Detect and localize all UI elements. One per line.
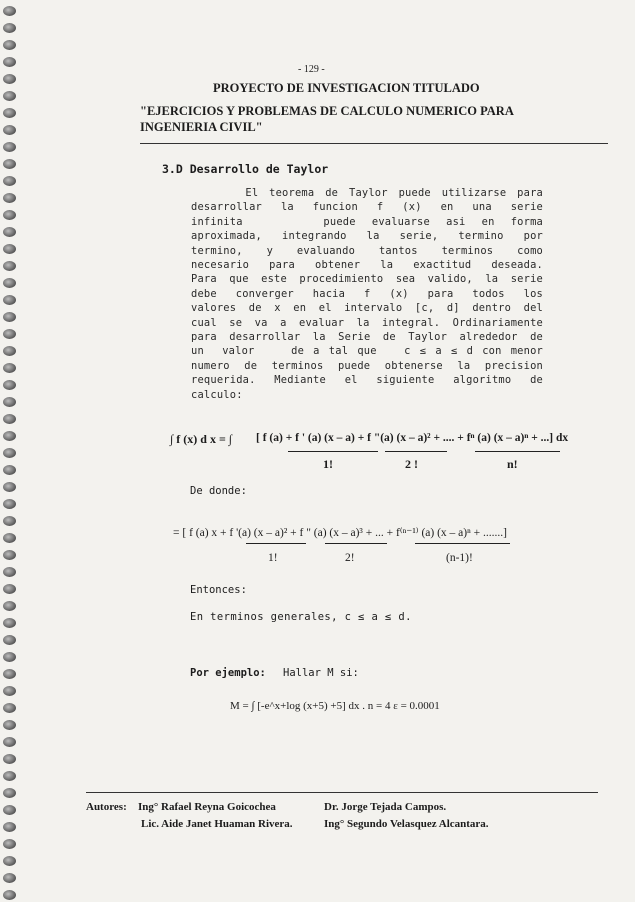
binder-hole (3, 159, 16, 169)
binder-hole (3, 74, 16, 84)
authors-label: Autores: (86, 801, 127, 813)
formula-integrated-series: = [ f (a) x + f '(a) (x – a)² + f " (a) (x – a)³ + ... + f⁽ⁿ⁻¹⁾ (a) (x – a)ⁿ + .......] (173, 527, 507, 539)
binder-hole (3, 397, 16, 407)
de-donde-label: De donde: (190, 485, 247, 497)
denominator: 1! (323, 457, 333, 471)
binder-hole (3, 40, 16, 50)
denominator: 2! (345, 552, 355, 564)
paragraph-line: cual se va a evaluar la integral. Ordinariamente (191, 316, 543, 329)
example-formula: M = ∫ [-e^x+log (x+5) +5] dx . n = 4 ε = 0.0001 (230, 700, 440, 712)
binder-hole (3, 533, 16, 543)
binder-hole (3, 261, 16, 271)
binder-hole (3, 346, 16, 356)
binder-hole (3, 720, 16, 730)
paragraph-line: termino, y evaluando tantos terminos como (191, 244, 543, 257)
binder-hole (3, 91, 16, 101)
paragraph-line: El teorema de Taylor puede utilizarse para (191, 187, 543, 199)
binder-hole (3, 856, 16, 866)
fraction-bar (475, 451, 560, 452)
binder-hole (3, 414, 16, 424)
author-name: Ing° Segundo Velasquez Alcantara. (324, 818, 489, 830)
binder-hole (3, 23, 16, 33)
binder-hole (3, 363, 16, 373)
paragraph-line: aproximada, integrando la serie, termino por (191, 230, 543, 243)
paragraph-line: requerida. Mediante el siguiente algoritmo de (191, 374, 543, 387)
binder-hole (3, 601, 16, 611)
binder-hole (3, 890, 16, 900)
binder-hole (3, 448, 16, 458)
binder-hole (3, 652, 16, 662)
binder-hole (3, 550, 16, 560)
paragraph-line: para desarrollar la Serie de Taylor alrededor de (191, 331, 543, 344)
example-text: Hallar M si: (283, 667, 359, 679)
fraction-bar (325, 543, 387, 544)
denominator: 2 ! (405, 457, 418, 471)
section-paragraph (191, 186, 543, 402)
binder-hole (3, 465, 16, 475)
binder-hole (3, 108, 16, 118)
header-divider (140, 143, 608, 144)
binder-holes (0, 0, 22, 902)
binder-hole (3, 822, 16, 832)
paragraph-line: calculo: (191, 388, 243, 401)
binder-hole (3, 737, 16, 747)
fraction-bar (288, 451, 378, 452)
binder-hole (3, 431, 16, 441)
binder-hole (3, 499, 16, 509)
general-terms-text: En terminos generales, c ≤ a ≤ d. (190, 611, 412, 623)
binder-hole (3, 482, 16, 492)
paragraph-line: necesario para obtener la exactitud deseada. (191, 259, 543, 272)
binder-hole (3, 839, 16, 849)
binder-hole (3, 210, 16, 220)
footer-divider (86, 792, 598, 793)
example-label: Por ejemplo: (190, 667, 266, 679)
denominator: n! (507, 457, 518, 471)
author-name: Lic. Aide Janet Huaman Rivera. (141, 818, 293, 830)
binder-hole (3, 669, 16, 679)
paragraph-line: debe converger hacia f (x) para todos los (191, 287, 543, 300)
paragraph-line: Para que este procedimiento sea valido, la serie (191, 273, 543, 286)
binder-hole (3, 227, 16, 237)
paragraph-line: numero de terminos puede obtenerse la precision (191, 359, 543, 372)
binder-hole (3, 244, 16, 254)
section-heading: 3.D Desarrollo de Taylor (162, 162, 329, 176)
formula-taylor-series: [ f (a) + f ' (a) (x – a) + f "(a) (x – a)² + .... + fⁿ (a) (x – a)ⁿ + ...] dx (256, 432, 569, 444)
binder-hole (3, 278, 16, 288)
binder-hole (3, 380, 16, 390)
binder-hole (3, 329, 16, 339)
page-number: - 129 - (298, 64, 325, 75)
formula-integral-lhs: ∫ f (x) d x = ∫ (170, 432, 233, 446)
binder-hole (3, 788, 16, 798)
binder-hole (3, 57, 16, 67)
binder-hole (3, 686, 16, 696)
binder-hole (3, 142, 16, 152)
binder-hole (3, 312, 16, 322)
fraction-bar (246, 543, 306, 544)
binder-hole (3, 193, 16, 203)
binder-hole (3, 703, 16, 713)
binder-hole (3, 873, 16, 883)
paragraph-line: valores de x en el intervalo [c, d] dentro del (191, 302, 543, 315)
binder-hole (3, 771, 16, 781)
subtitle-line-1: "EJERCICIOS Y PROBLEMAS DE CALCULO NUMERICO PARA (140, 104, 514, 118)
binder-hole (3, 635, 16, 645)
paragraph-line: un valor de a tal que c ≤ a ≤ d con menor (191, 345, 543, 358)
entonces-label: Entonces: (190, 584, 247, 596)
paragraph-line: desarrollar la funcion f (x) en una serie (191, 201, 543, 214)
binder-hole (3, 176, 16, 186)
author-name: Dr. Jorge Tejada Campos. (324, 801, 447, 813)
subtitle-line-2: INGENIERIA CIVIL" (140, 120, 263, 134)
binder-hole (3, 125, 16, 135)
binder-hole (3, 6, 16, 16)
binder-hole (3, 805, 16, 815)
binder-hole (3, 516, 16, 526)
binder-hole (3, 618, 16, 628)
binder-hole (3, 754, 16, 764)
fraction-bar (385, 451, 447, 452)
denominator: 1! (268, 552, 278, 564)
paragraph-line: infinita puede evaluarse asi en forma (191, 215, 543, 228)
fraction-bar (415, 543, 510, 544)
author-name: Ing° Rafael Reyna Goicochea (138, 801, 276, 813)
project-title: PROYECTO DE INVESTIGACION TITULADO (213, 81, 480, 95)
binder-hole (3, 567, 16, 577)
denominator: (n-1)! (446, 552, 473, 564)
binder-hole (3, 295, 16, 305)
binder-hole (3, 584, 16, 594)
